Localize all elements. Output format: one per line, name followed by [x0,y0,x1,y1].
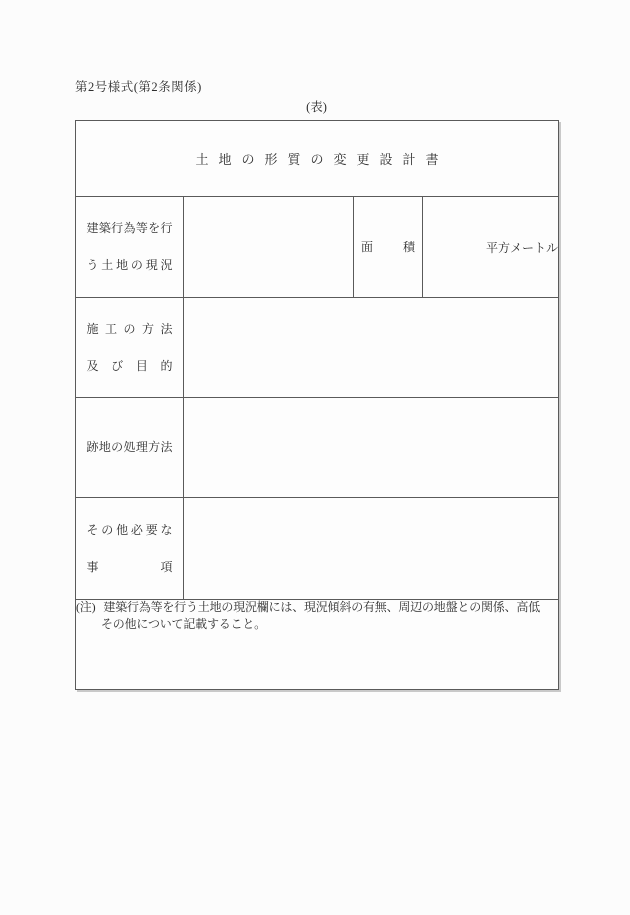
label-cell-construction-method [76,298,184,398]
note-text-line1: 建築行為等を行う土地の現況欄には、現況傾斜の有無、周辺の地盤との関係、高低 [103,600,541,614]
label-line: 及 び 目 的 [86,358,173,373]
note-prefix: (注) [76,600,96,614]
label-line: う 土 地 の 現 況 [86,258,173,272]
area-unit-cell [423,197,559,298]
label-cell-other-items [76,498,184,600]
note-text-line2: その他について記載すること。 [101,617,266,631]
form-number-label: 第2号様式(第2条関係) [75,80,202,94]
site-disposal-entry-cell [184,398,559,498]
area-label: 面 積 [361,239,415,254]
form-title: 土地の形質の変更設計書 [195,151,449,167]
label-cell-land-condition [76,197,184,298]
note-cell [76,600,559,690]
row-site-disposal [76,398,559,498]
row-land-condition [76,197,559,298]
other-items-entry-cell [184,498,559,600]
label-line: 跡 地 の 処 理 方 法 [86,440,173,454]
title-row [76,121,559,197]
label-line: 事 項 [86,559,173,574]
row-other-items [76,498,559,600]
construction-method-entry-cell [184,298,559,398]
form-title-cell [76,121,559,197]
row-construction-method [76,298,559,398]
table-side-label: (表) [306,100,327,114]
label-line: そ の 他 必 要 な [86,522,173,537]
area-unit-label: 平方メートル [486,240,559,255]
label-cell-site-disposal [76,398,184,498]
area-label-cell [354,197,423,298]
note-row [76,600,559,690]
land-form-change-design-table [75,120,559,690]
label-line: 建 築 行 為 等 を 行 [86,221,173,235]
land-condition-entry-cell [184,197,354,298]
label-line: 施 工 の 方 法 [86,321,173,336]
